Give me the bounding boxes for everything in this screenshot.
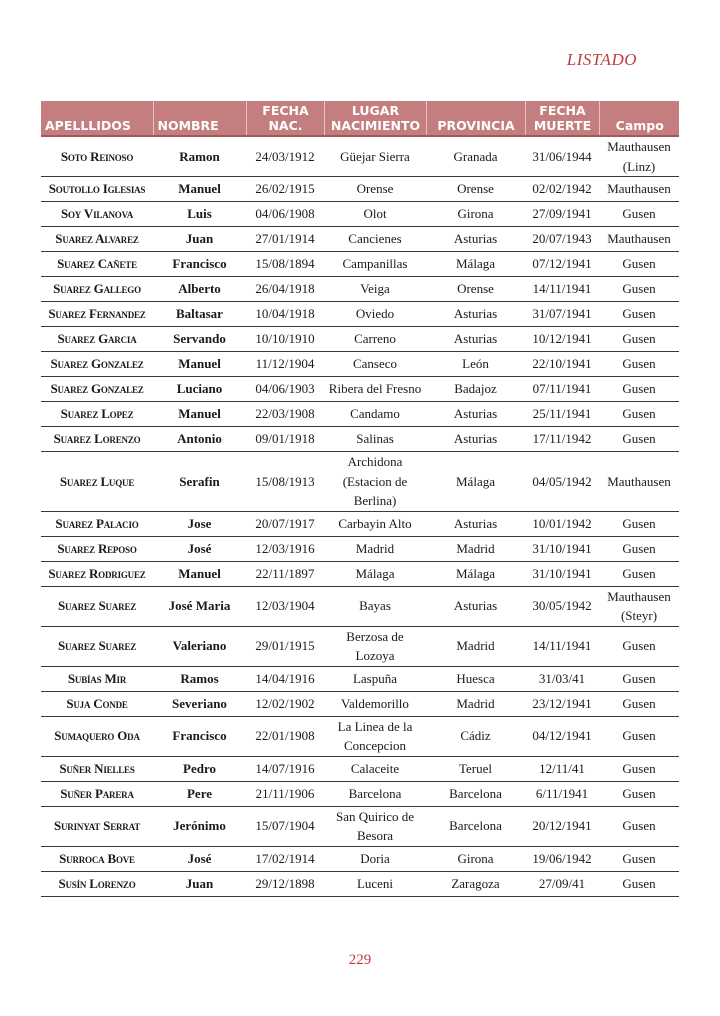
cell-nombre: Juan [153, 227, 246, 252]
cell-fecha-muerte: 31/10/1941 [525, 536, 599, 561]
cell-nombre: Manuel [153, 352, 246, 377]
table-row [41, 511, 679, 536]
cell-campo: Gusen [599, 536, 679, 561]
cell-provincia: Badajoz [426, 377, 525, 402]
cell-apellidos: Soto Reinoso [41, 136, 153, 177]
cell-fecha-nac: 04/06/1908 [246, 202, 324, 227]
header-fecha-nac-line2: NAC. [268, 118, 303, 133]
cell-campo: Gusen [599, 277, 679, 302]
cell-provincia: Madrid [426, 691, 525, 716]
cell-lugar-nacimiento: Güejar Sierra [324, 136, 426, 177]
cell-nombre: José [153, 846, 246, 871]
cell-fecha-nac: 22/11/1897 [246, 561, 324, 586]
cell-provincia: Cádiz [426, 716, 525, 756]
cell-campo: Gusen [599, 561, 679, 586]
cell-provincia: Asturias [426, 427, 525, 452]
cell-apellidos: Suarez Cañete [41, 252, 153, 277]
table-row [41, 666, 679, 691]
cell-provincia: Asturias [426, 327, 525, 352]
table-row [41, 427, 679, 452]
cell-campo: Mauthausen [599, 177, 679, 202]
cell-lugar-nacimiento: Doria [324, 846, 426, 871]
cell-apellidos: Surinyat Serrat [41, 806, 153, 846]
cell-apellidos: Suarez Garcia [41, 327, 153, 352]
table-row [41, 202, 679, 227]
cell-lugar-nacimiento: Orense [324, 177, 426, 202]
header-lugar-line2: NACIMIENTO [330, 118, 421, 133]
cell-nombre: Luciano [153, 377, 246, 402]
cell-fecha-muerte: 14/11/1941 [525, 626, 599, 666]
cell-campo: Gusen [599, 252, 679, 277]
cell-lugar-nacimiento: Madrid [324, 536, 426, 561]
cell-apellidos: Suarez Rodriguez [41, 561, 153, 586]
table-row [41, 252, 679, 277]
cell-lugar-nacimiento: Veiga [324, 277, 426, 302]
cell-apellidos: Subías Mir [41, 666, 153, 691]
cell-campo: Gusen [599, 666, 679, 691]
cell-lugar-nacimiento: Bayas [324, 586, 426, 626]
table-row [41, 846, 679, 871]
cell-fecha-nac: 22/03/1908 [246, 402, 324, 427]
cell-fecha-nac: 12/03/1904 [246, 586, 324, 626]
cell-fecha-muerte: 25/11/1941 [525, 402, 599, 427]
cell-provincia: Granada [426, 136, 525, 177]
table-row [41, 781, 679, 806]
cell-nombre: Juan [153, 871, 246, 896]
cell-fecha-nac: 29/01/1915 [246, 626, 324, 666]
cell-nombre: Manuel [153, 561, 246, 586]
table-row [41, 136, 679, 177]
cell-apellidos: Suarez Suarez [41, 586, 153, 626]
cell-fecha-muerte: 14/11/1941 [525, 277, 599, 302]
cell-lugar-nacimiento: Carbayin Alto [324, 511, 426, 536]
cell-nombre: Valeriano [153, 626, 246, 666]
cell-provincia: Madrid [426, 536, 525, 561]
cell-lugar-nacimiento: Cancienes [324, 227, 426, 252]
header-fecha-muerte-line2: MUERTE [533, 118, 592, 133]
cell-fecha-nac: 04/06/1903 [246, 377, 324, 402]
cell-lugar-nacimiento: Luceni [324, 871, 426, 896]
cell-lugar-nacimiento: Campanillas [324, 252, 426, 277]
cell-nombre: José Maria [153, 586, 246, 626]
cell-provincia: Teruel [426, 756, 525, 781]
cell-campo: Gusen [599, 302, 679, 327]
cell-fecha-muerte: 23/12/1941 [525, 691, 599, 716]
cell-fecha-muerte: 20/07/1943 [525, 227, 599, 252]
cell-apellidos: Sumaquero Oda [41, 716, 153, 756]
cell-campo: Gusen [599, 352, 679, 377]
cell-campo: Gusen [599, 691, 679, 716]
table-row [41, 561, 679, 586]
table-row [41, 352, 679, 377]
cell-campo: Gusen [599, 402, 679, 427]
cell-provincia: Orense [426, 277, 525, 302]
table-body [41, 136, 679, 896]
cell-lugar-nacimiento: Barcelona [324, 781, 426, 806]
cell-fecha-muerte: 04/05/1942 [525, 452, 599, 512]
cell-nombre: Alberto [153, 277, 246, 302]
cell-provincia: Málaga [426, 452, 525, 512]
cell-lugar-nacimiento: Oviedo [324, 302, 426, 327]
cell-lugar-nacimiento: Málaga [324, 561, 426, 586]
cell-apellidos: Suarez Alvarez [41, 227, 153, 252]
cell-fecha-nac: 24/03/1912 [246, 136, 324, 177]
cell-campo: Mauthausen [599, 452, 679, 512]
cell-provincia: Asturias [426, 511, 525, 536]
cell-fecha-nac: 21/11/1906 [246, 781, 324, 806]
cell-apellidos: Suarez Lopez [41, 402, 153, 427]
cell-fecha-nac: 12/02/1902 [246, 691, 324, 716]
header-nombre: NOMBRE [153, 101, 246, 136]
cell-lugar-nacimiento: Candamo [324, 402, 426, 427]
cell-fecha-muerte: 19/06/1942 [525, 846, 599, 871]
cell-nombre: Servando [153, 327, 246, 352]
cell-campo: Gusen [599, 781, 679, 806]
table-row [41, 691, 679, 716]
cell-nombre: Ramos [153, 666, 246, 691]
cell-campo: Gusen [599, 202, 679, 227]
table-row [41, 586, 679, 626]
cell-provincia: Asturias [426, 302, 525, 327]
cell-fecha-muerte: 17/11/1942 [525, 427, 599, 452]
cell-provincia: Málaga [426, 561, 525, 586]
table-row [41, 302, 679, 327]
cell-fecha-muerte: 20/12/1941 [525, 806, 599, 846]
running-head: LISTADO [566, 50, 637, 69]
cell-lugar-nacimiento: Valdemorillo [324, 691, 426, 716]
cell-lugar-nacimiento: Ribera del Fresno [324, 377, 426, 402]
cell-apellidos: Suarez Lorenzo [41, 427, 153, 452]
cell-fecha-nac: 20/07/1917 [246, 511, 324, 536]
cell-campo: Mauthausen (Linz) [599, 136, 679, 177]
cell-fecha-muerte: 27/09/41 [525, 871, 599, 896]
cell-campo: Mauthausen (Steyr) [599, 586, 679, 626]
header-lugar-nacimiento [324, 101, 426, 136]
cell-fecha-muerte: 10/12/1941 [525, 327, 599, 352]
table-row [41, 871, 679, 896]
cell-campo: Gusen [599, 511, 679, 536]
header-fecha-muerte [525, 101, 599, 136]
cell-apellidos: Suarez Luque [41, 452, 153, 512]
cell-apellidos: Suñer Nielles [41, 756, 153, 781]
cell-campo: Mauthausen [599, 227, 679, 252]
cell-fecha-muerte: 07/11/1941 [525, 377, 599, 402]
cell-provincia: Zaragoza [426, 871, 525, 896]
cell-nombre: Jose [153, 511, 246, 536]
cell-campo: Gusen [599, 427, 679, 452]
cell-apellidos: Soy Vilanova [41, 202, 153, 227]
cell-fecha-muerte: 31/10/1941 [525, 561, 599, 586]
cell-fecha-nac: 09/01/1918 [246, 427, 324, 452]
cell-nombre: José [153, 536, 246, 561]
cell-fecha-nac: 10/10/1910 [246, 327, 324, 352]
header-lugar-line1: LUGAR [351, 103, 400, 118]
cell-provincia: Orense [426, 177, 525, 202]
table-row [41, 452, 679, 512]
cell-lugar-nacimiento: Laspuña [324, 666, 426, 691]
cell-lugar-nacimiento: La Linea de la Concepcion [324, 716, 426, 756]
cell-campo: Gusen [599, 806, 679, 846]
cell-lugar-nacimiento: Salinas [324, 427, 426, 452]
cell-nombre: Francisco [153, 716, 246, 756]
cell-campo: Gusen [599, 327, 679, 352]
cell-campo: Gusen [599, 871, 679, 896]
cell-apellidos: Suja Conde [41, 691, 153, 716]
cell-fecha-nac: 26/04/1918 [246, 277, 324, 302]
cell-nombre: Pere [153, 781, 246, 806]
cell-nombre: Serafin [153, 452, 246, 512]
cell-nombre: Pedro [153, 756, 246, 781]
cell-fecha-muerte: 30/05/1942 [525, 586, 599, 626]
table-row [41, 806, 679, 846]
header-campo: Campo [599, 101, 679, 136]
table-row [41, 626, 679, 666]
cell-provincia: Barcelona [426, 806, 525, 846]
cell-fecha-muerte: 04/12/1941 [525, 716, 599, 756]
cell-provincia: Barcelona [426, 781, 525, 806]
page-number: 229 [348, 952, 372, 968]
cell-apellidos: Soutollo Iglesias [41, 177, 153, 202]
cell-provincia: Girona [426, 202, 525, 227]
cell-apellidos: Surroca Bove [41, 846, 153, 871]
cell-fecha-muerte: 31/03/41 [525, 666, 599, 691]
table-row [41, 227, 679, 252]
cell-fecha-nac: 12/03/1916 [246, 536, 324, 561]
cell-fecha-nac: 14/04/1916 [246, 666, 324, 691]
table-row [41, 327, 679, 352]
header-fecha-muerte-line1: FECHA [539, 103, 586, 118]
cell-campo: Gusen [599, 716, 679, 756]
cell-fecha-nac: 15/08/1894 [246, 252, 324, 277]
cell-campo: Gusen [599, 626, 679, 666]
cell-provincia: León [426, 352, 525, 377]
cell-apellidos: Suarez Gonzalez [41, 377, 153, 402]
cell-fecha-muerte: 22/10/1941 [525, 352, 599, 377]
cell-fecha-muerte: 31/07/1941 [525, 302, 599, 327]
cell-campo: Gusen [599, 756, 679, 781]
cell-fecha-muerte: 10/01/1942 [525, 511, 599, 536]
cell-nombre: Antonio [153, 427, 246, 452]
cell-apellidos: Suarez Palacio [41, 511, 153, 536]
cell-fecha-muerte: 02/02/1942 [525, 177, 599, 202]
cell-lugar-nacimiento: Archidona (Estacion de Berlina) [324, 452, 426, 512]
cell-provincia: Málaga [426, 252, 525, 277]
cell-fecha-nac: 22/01/1908 [246, 716, 324, 756]
cell-fecha-muerte: 12/11/41 [525, 756, 599, 781]
cell-fecha-nac: 15/07/1904 [246, 806, 324, 846]
table-row [41, 177, 679, 202]
cell-nombre: Jerónimo [153, 806, 246, 846]
cell-lugar-nacimiento: Calaceite [324, 756, 426, 781]
table-row [41, 716, 679, 756]
cell-lugar-nacimiento: Berzosa de Lozoya [324, 626, 426, 666]
cell-fecha-muerte: 27/09/1941 [525, 202, 599, 227]
cell-apellidos: Suarez Gonzalez [41, 352, 153, 377]
cell-nombre: Baltasar [153, 302, 246, 327]
cell-fecha-nac: 17/02/1914 [246, 846, 324, 871]
header-fecha-nac-line1: FECHA [262, 103, 309, 118]
cell-apellidos: Suarez Fernandez [41, 302, 153, 327]
cell-fecha-nac: 15/08/1913 [246, 452, 324, 512]
cell-apellidos: Suñer Parera [41, 781, 153, 806]
cell-fecha-nac: 26/02/1915 [246, 177, 324, 202]
header-apellidos: APELLLIDOS [41, 101, 153, 136]
cell-campo: Gusen [599, 377, 679, 402]
cell-fecha-muerte: 6/11/1941 [525, 781, 599, 806]
cell-nombre: Luis [153, 202, 246, 227]
cell-fecha-nac: 11/12/1904 [246, 352, 324, 377]
table-row [41, 536, 679, 561]
cell-provincia: Asturias [426, 586, 525, 626]
cell-nombre: Manuel [153, 402, 246, 427]
cell-provincia: Madrid [426, 626, 525, 666]
cell-fecha-nac: 29/12/1898 [246, 871, 324, 896]
cell-fecha-nac: 27/01/1914 [246, 227, 324, 252]
cell-provincia: Asturias [426, 227, 525, 252]
cell-nombre: Manuel [153, 177, 246, 202]
header-provincia: PROVINCIA [426, 101, 525, 136]
header-fecha-nac [246, 101, 324, 136]
cell-nombre: Francisco [153, 252, 246, 277]
table-row [41, 277, 679, 302]
cell-nombre: Ramon [153, 136, 246, 177]
cell-apellidos: Susín Lorenzo [41, 871, 153, 896]
cell-provincia: Girona [426, 846, 525, 871]
cell-apellidos: Suarez Suarez [41, 626, 153, 666]
cell-provincia: Asturias [426, 402, 525, 427]
cell-fecha-muerte: 07/12/1941 [525, 252, 599, 277]
table-row [41, 377, 679, 402]
cell-fecha-nac: 10/04/1918 [246, 302, 324, 327]
cell-apellidos: Suarez Reposo [41, 536, 153, 561]
cell-lugar-nacimiento: San Quirico de Besora [324, 806, 426, 846]
cell-lugar-nacimiento: Carreno [324, 327, 426, 352]
deportees-table [41, 101, 679, 897]
cell-provincia: Huesca [426, 666, 525, 691]
cell-lugar-nacimiento: Olot [324, 202, 426, 227]
cell-apellidos: Suarez Gallego [41, 277, 153, 302]
cell-fecha-muerte: 31/06/1944 [525, 136, 599, 177]
cell-lugar-nacimiento: Canseco [324, 352, 426, 377]
cell-campo: Gusen [599, 846, 679, 871]
table-header-row [41, 101, 679, 136]
table-row [41, 402, 679, 427]
cell-fecha-nac: 14/07/1916 [246, 756, 324, 781]
cell-nombre: Severiano [153, 691, 246, 716]
table-row [41, 756, 679, 781]
